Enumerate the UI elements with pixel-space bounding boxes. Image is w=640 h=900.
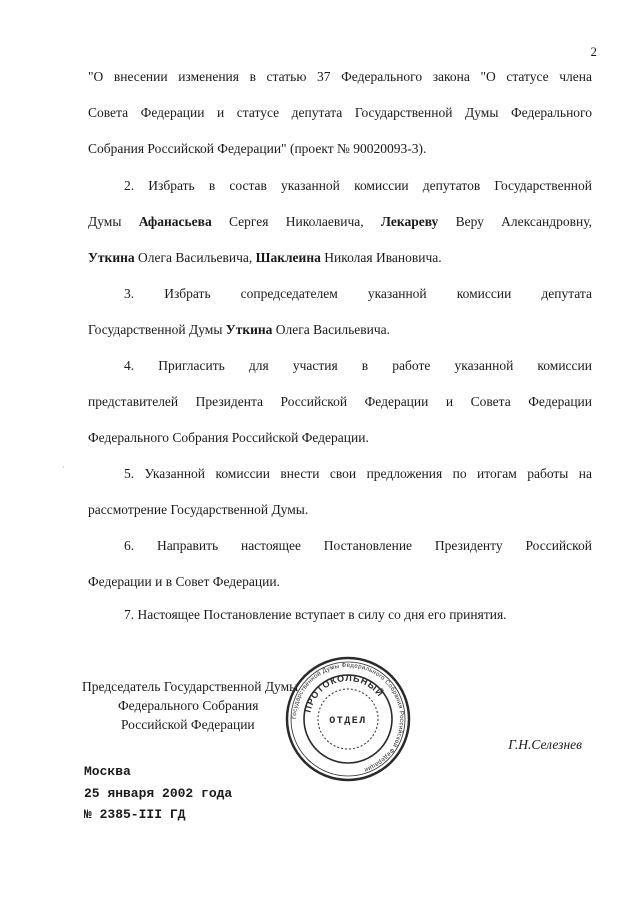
footer-date: 25 января 2002 года bbox=[84, 786, 233, 801]
item-6-line: 6. Направить настоящее Постановление Президенту Российской bbox=[124, 538, 592, 553]
paragraph-line: Совета Федерации и статусе депутата Государственной Думы Федерального bbox=[88, 105, 592, 120]
item-4-line: представителей Президента Российской Федерации и Совета Федерации bbox=[88, 394, 592, 409]
paragraph-line: Собрания Российской Федерации" (проект № 90020093-3). bbox=[88, 141, 427, 156]
deputy-name: Уткина bbox=[88, 250, 135, 265]
paragraph-line: "О внесении изменения в статью 37 Федерального закона "О статусе члена bbox=[88, 69, 592, 84]
item-3-line: 3. Избрать сопредседателем указанной комиссии депутата bbox=[124, 286, 592, 301]
item-2-line: Уткина Олега Васильевича, Шаклеина Николая Ивановича. bbox=[88, 250, 442, 265]
deputy-name: Лекареву bbox=[380, 214, 439, 229]
svg-text:Государственной Думы Федеральн: Государственной Думы Федерального Собрания Российской Федерации bbox=[290, 661, 406, 774]
page-number: 2 bbox=[590, 44, 597, 59]
deputy-name: Афанасьева bbox=[138, 214, 212, 229]
item-3-line: Государственной Думы Уткина Олега Васильевича. bbox=[88, 322, 391, 337]
item-2-line: 2. Избрать в состав указанной комиссии депутатов Государственной bbox=[124, 178, 592, 193]
item-5-line: 5. Указанной комиссии внести свои предложения по итогам работы на bbox=[124, 466, 592, 481]
svg-text:ОТДЕЛ: ОТДЕЛ bbox=[329, 716, 367, 727]
footer-city: Москва bbox=[84, 764, 131, 779]
signatory-title-line: Российской Федерации bbox=[121, 717, 255, 732]
footer-document-number: № 2385-III ГД bbox=[84, 807, 186, 822]
item-6-line: Федерации и в Совет Федерации. bbox=[88, 574, 280, 589]
item-2-line: Думы Афанасьева Сергея Николаевича, Лекареву Веру Александровну, bbox=[88, 214, 592, 229]
scan-speck: · bbox=[62, 463, 65, 472]
item-4-line: 4. Пригласить для участия в работе указанной комиссии bbox=[124, 358, 592, 373]
item-4-line: Федерального Собрания Российской Федерации. bbox=[88, 430, 369, 445]
official-seal-stamp bbox=[284, 655, 412, 783]
signatory-title-line: Федерального Собрания bbox=[118, 698, 259, 713]
deputy-name: Шаклеина bbox=[255, 250, 321, 265]
signatory-name: Г.Н.Селезнев bbox=[508, 737, 582, 752]
item-5-line: рассмотрение Государственной Думы. bbox=[88, 502, 309, 517]
item-7-line: 7. Настоящее Постановление вступает в силу со дня его принятия. bbox=[124, 607, 507, 622]
svg-text:ПРОТОКОЛЬНЫЙ: ПРОТОКОЛЬНЫЙ bbox=[302, 672, 386, 714]
signatory-title-line: Председатель Государственной Думы bbox=[82, 679, 299, 694]
deputy-name: Уткина bbox=[225, 322, 273, 337]
